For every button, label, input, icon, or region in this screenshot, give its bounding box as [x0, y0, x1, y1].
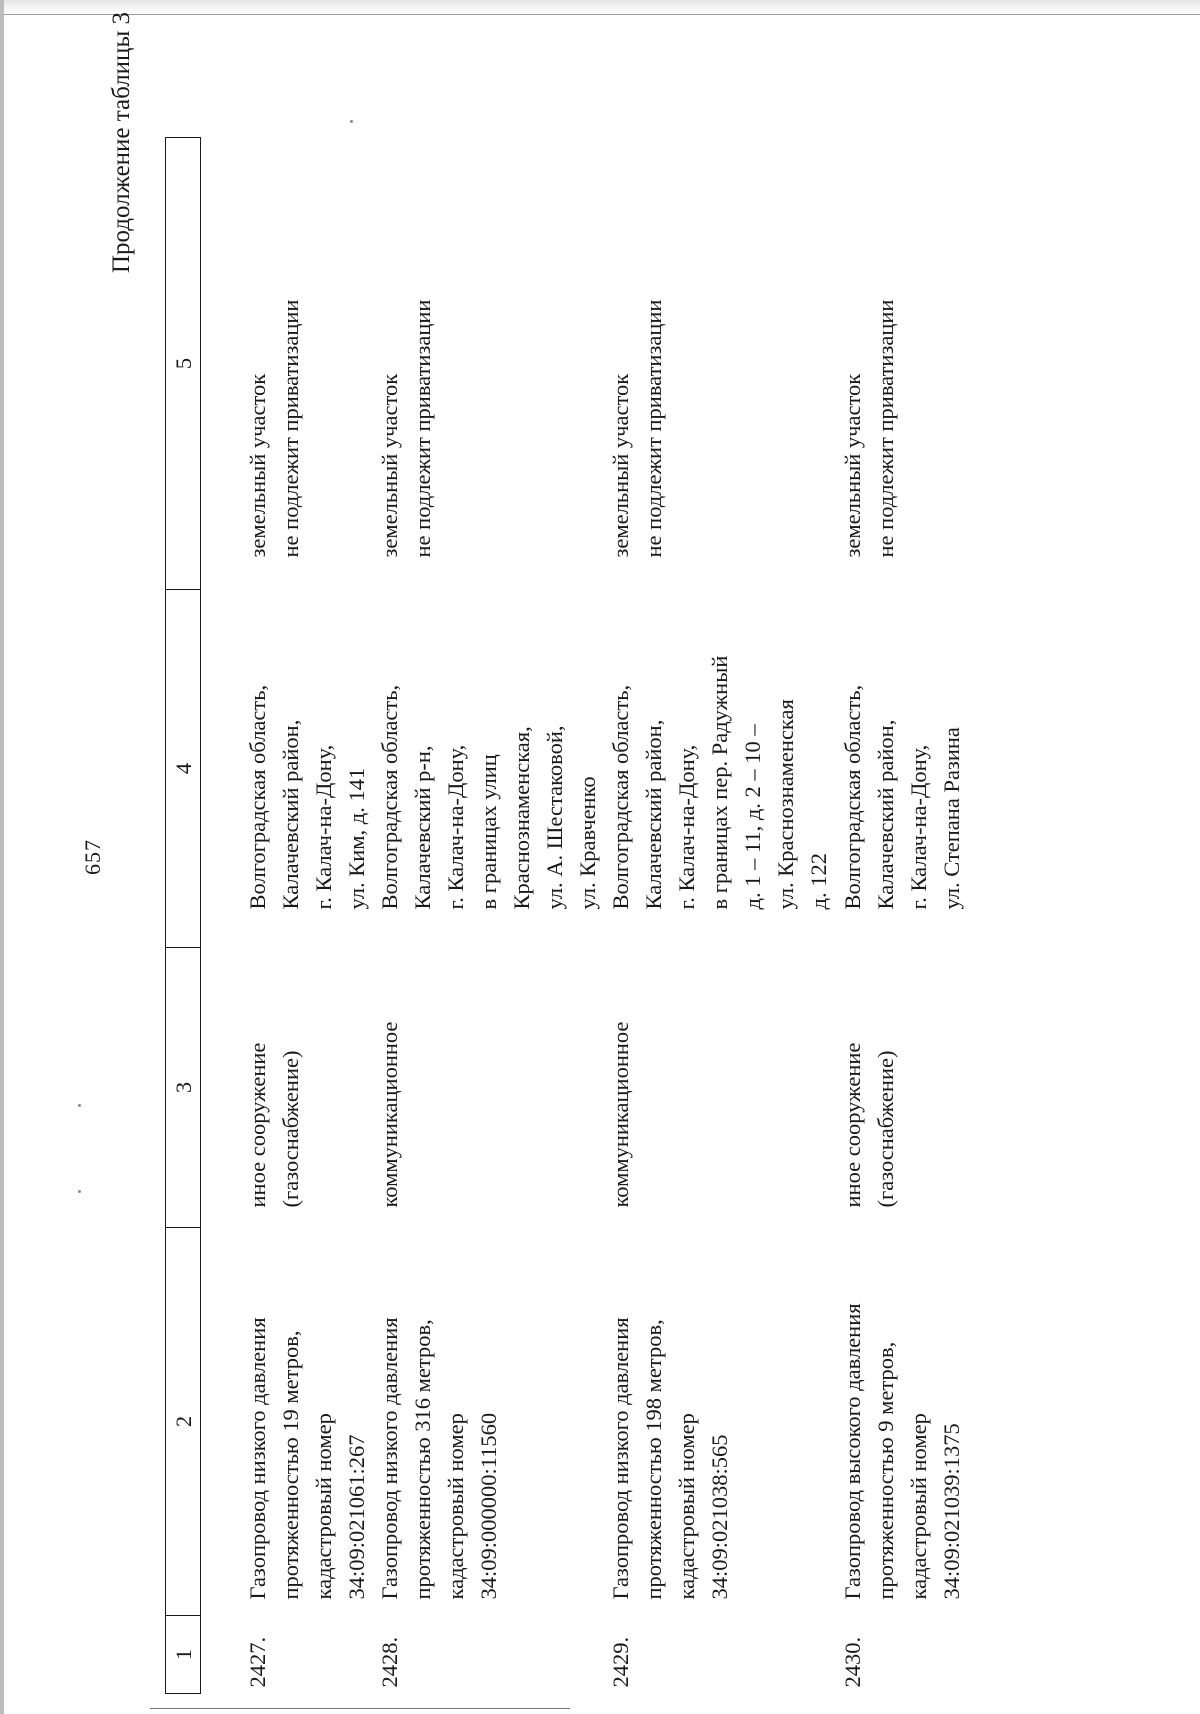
address-cell [836, 590, 976, 948]
property-table [165, 137, 976, 1694]
column-header: 1 [166, 1616, 201, 1694]
object-address: Волгоградская область, Калачевский район, г. Калач-на-Дону, ул. Ким, д. 141 [245, 684, 369, 910]
address-cell [373, 590, 604, 948]
scan-speck [350, 120, 353, 123]
object-type: иное сооружение (газоснабжение) [245, 1042, 303, 1208]
type-cell [604, 948, 836, 1228]
note-cell [373, 138, 604, 590]
object-type: иное сооружение (газоснабжение) [840, 1042, 898, 1208]
page-number: 657 [80, 839, 105, 875]
table-row [604, 138, 836, 1694]
object-note: земельный участок не подлежит приватизации [377, 299, 435, 558]
object-note: земельный участок не подлежит приватизации [245, 299, 303, 558]
column-header: 5 [166, 138, 201, 590]
table-row [201, 138, 374, 1694]
object-note: земельный участок не подлежит приватизации [840, 299, 898, 558]
column-header: 3 [166, 948, 201, 1228]
object-description: Газопровод низкого давления протяженностью 316 метров, кадастровый номер 34:09:000000:11560 [377, 1317, 501, 1600]
address-cell [201, 590, 374, 948]
table-row [373, 138, 604, 1694]
type-cell [201, 948, 374, 1228]
scan-speck [78, 1104, 81, 1107]
row-number [373, 1616, 604, 1694]
column-header: 4 [166, 590, 201, 948]
object-type: коммуникационное [377, 1021, 402, 1208]
note-cell [604, 138, 836, 590]
row-number-text: 2427. [245, 1636, 270, 1688]
object-type: коммуникационное [608, 1021, 633, 1208]
row-number-text: 2428. [377, 1636, 402, 1688]
object-cell [836, 1228, 976, 1616]
row-number [201, 1616, 374, 1694]
object-address: Волгоградская область, Калачевский район, г. Калач-на-Дону, ул. Степана Разина [840, 684, 964, 910]
row-number [604, 1616, 836, 1694]
object-address: Волгоградская область, Калачевский район, г. Калач-на-Дону, в границах пер. Радужный д. 1 – 11, д. 2 – 10 – ул. Краснознаменская д. 122 [608, 655, 831, 910]
scan-artifact-line [150, 1708, 570, 1709]
object-description: Газопровод низкого давления протяженностью 198 метров, кадастровый номер 34:09:021038:565 [608, 1317, 732, 1600]
note-cell [201, 138, 374, 590]
object-cell [604, 1228, 836, 1616]
column-header: 2 [166, 1228, 201, 1616]
object-description: Газопровод высокого давления протяженностью 9 метров, кадастровый номер 34:09:021039:1375 [840, 1303, 964, 1600]
table-header-row [166, 138, 201, 1694]
object-note: земельный участок не подлежит приватизации [608, 299, 666, 558]
address-cell [604, 590, 836, 948]
object-address: Волгоградская область, Калачевский р-н, г. Калач-на-Дону, в границах улиц Краснознаменская, ул. А. Шестаковой, ул. Кравченко [377, 684, 600, 910]
row-number [836, 1616, 976, 1694]
table-continuation-label: Продолжение таблицы 3 [108, 12, 135, 274]
row-number-text: 2429. [608, 1636, 633, 1688]
object-cell [201, 1228, 374, 1616]
type-cell [836, 948, 976, 1228]
table-row [836, 138, 976, 1694]
note-cell [836, 138, 976, 590]
scan-speck [78, 1190, 81, 1193]
object-cell [373, 1228, 604, 1616]
type-cell [373, 948, 604, 1228]
object-description: Газопровод низкого давления протяженностью 19 метров, кадастровый номер 34:09:021061:267 [245, 1317, 369, 1600]
row-number-text: 2430. [840, 1636, 865, 1688]
